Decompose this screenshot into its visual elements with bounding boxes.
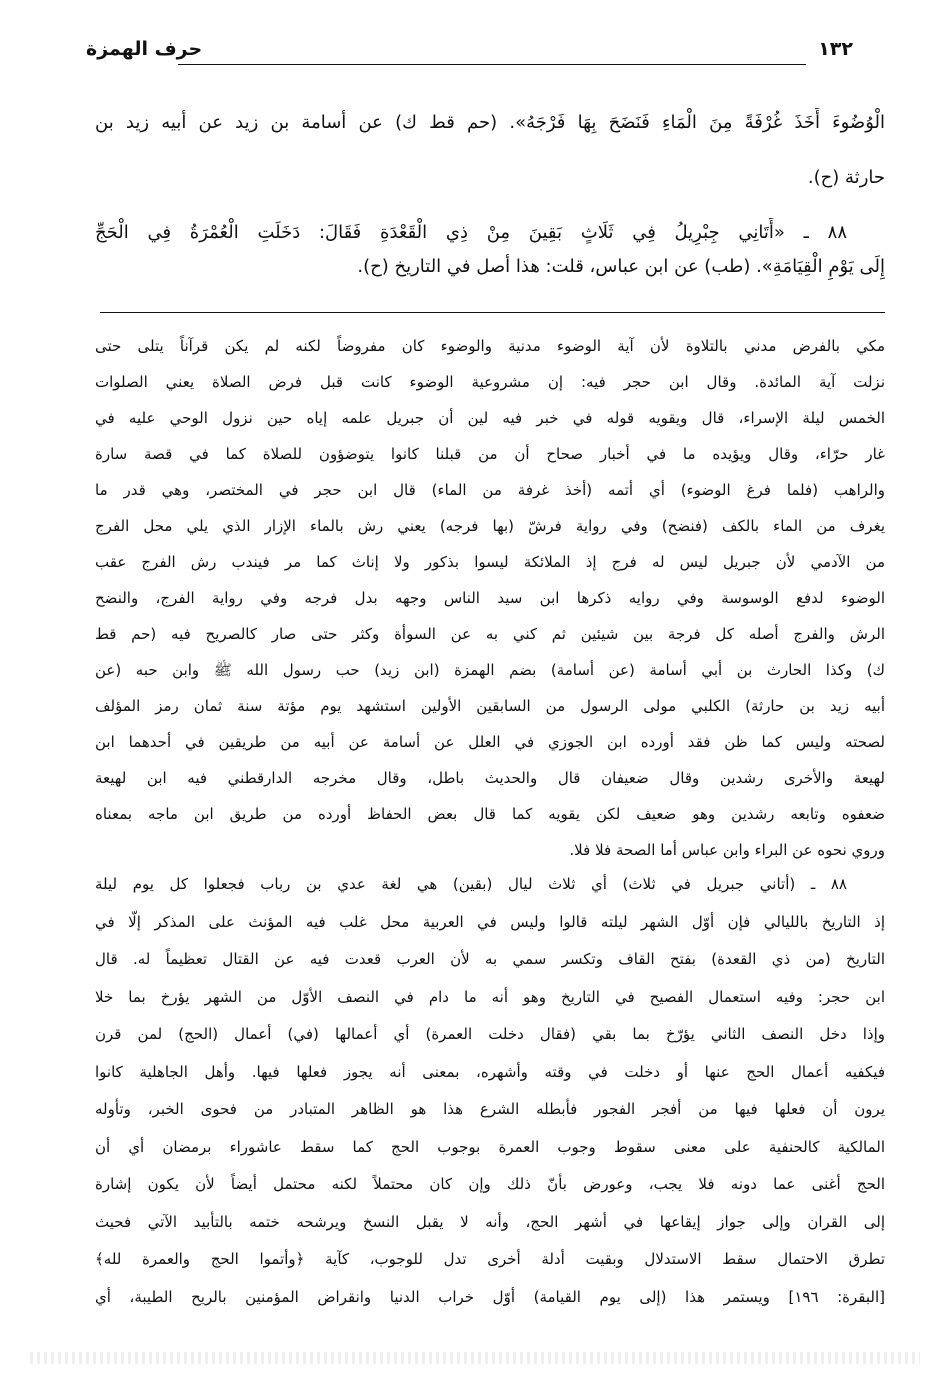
hadith-88-line: ٨٨ ـ «أَتَانِي جِبْرِيلُ فِي ثَلَاثٍ بَقِينَ مِنْ ذِي الْقَعْدَةِ فَقَالَ: دَخَلَتِ الْعُمْرَةُ فِي الْحَجِّ [95, 222, 847, 243]
footnote-line: إلى القران وإلى جواز إيقاعها في أشهر الحج، وأنه لا يقبل النسخ ويرشحه ختمه بالتأبيد الآتي فحيث [95, 1212, 885, 1231]
footnote-line: والراهب (فلما فرغ الوضوء) أي أتمه (أخذ غرفة من الماء) قال ابن حجر في المختصر، وهي قدر ما [95, 481, 885, 499]
footnote-line: وإذا دخل النصف الثاني يؤرّخ بما بقي (فقال دخلت العمرة) أي أعمالها (في) أعمال (الحج) لمن قرن [95, 1025, 885, 1043]
footnote-line: الحج أغنى عما دونه فلا يجب، وعورض بأنّ ذلك وإن كان محتملاً لكنه محتمل أيضاً لأن يكون إشارة [95, 1175, 885, 1193]
header-rule [178, 64, 806, 65]
footnote-line: لهيعة والأخرى رشدين وقال ضعيفان قال والحديث باطل، وقال مخرجه الدارقطني فيه ابن لهيعة [95, 769, 885, 787]
footnote-line: يرون أن فعلها فيها من أفجر الفجور فأبطله الشرع هذا هو الظاهر المتبادر من فحوى الخبر، وتأوله [95, 1100, 885, 1118]
footnote-line: لصحته وليس كما ظن فقد أورده ابن الجوزي في العلل عن أسامة عن أبيه من طريقين في أحدهما ابن [95, 733, 885, 751]
hadith-88-line: إِلَى يَوْمِ الْقِيَامَةِ». (طب) عن ابن عباس، قلت: هذا أصل في التاريخ (ح). [357, 256, 885, 277]
footnote-line: أبيه زيد بن حارثة) الكلبي مولى الرسول من السابقين الأولين استشهد يوم مؤتة سنة ثمان رمز المؤلف [95, 697, 885, 715]
footnote-line: [البقرة: ١٩٦] ويستمر هذا (إلى يوم القيامة) أوّل خراب الدنيا وانقراض المؤمنين بالريح الطيبة، أي [95, 1287, 885, 1306]
footnote-line: نزلت آية المائدة. وقال ابن حجر فيه: إن مشروعية الوضوء كانت قبل فرض الصلاة يعني الصلوات [95, 373, 885, 391]
footnote-line: تطرق الاحتمال سقط الاستدلال وبقيت أدلة أخرى تدل للوجوب، كآية ﴿وأتموا الحج والعمرة لله﴾ [95, 1250, 885, 1268]
footnote-line: ك) وكذا الحارث بن أبي أسامة (عن أسامة) بضم الهمزة (ابن زيد) حب رسول الله ﷺ وابن حبه (عن [95, 661, 885, 679]
footnote-line: من الآدمي لأن جبريل ليس له فرج إذ الملائكة ليسوا بذكور ولا إناث كما مر فيندب رش الفرج عقب [95, 553, 885, 571]
footnote-line: يغرف من الماء بالكف (فنضح) وفي رواية فرشّ (بها فرجه) يعني رش بالماء الإزار الذي يلي محل الفرج [95, 517, 885, 535]
footnote-line: المالكية كالحنفية على معنى سقوط وجوب العمرة بوجوب الحج كما سقط عاشوراء برمضان أي أن [95, 1137, 885, 1156]
main-text-line: الْوُضُوءَ أَخَذَ غُرْفَةً مِنَ الْمَاءِ فَنَضَحَ بِهَا فَرْجَهُ». (حم قط ك) عن أسامة بن زيد عن أبيه زيد بن [95, 112, 885, 133]
footnote-line: الرش والفرج أصله كل فرجة بين شيئين ثم كني به عن السوأة وكثر حتى صار كالصريح فيه (حم قط [95, 625, 885, 643]
page-number: ١٣٢ [818, 38, 853, 60]
footnote-line: مكي بالفرض مدني بالتلاوة لأن آية الوضوء مدنية والوضوء كان مفروضاً لكنه لم يكن قرآناً يتلى حتى [95, 337, 885, 355]
footnote-line: وروي نحوه عن البراء وابن عباس أما الصحة فلا فلا. [569, 841, 885, 859]
footnote-separator [100, 312, 885, 313]
footnote-line: التاريخ (من ذي القعدة) بفتح القاف وتكسر سمي به لأن العرب قعدت فيه عن القتال تعظيماً له. قال [95, 950, 885, 968]
scan-artifact [30, 1352, 920, 1364]
footnote-line: ضعفوه وتابعه رشدين وهو ضعيف لكن يقويه كما قال بعض الحفاظ أورده من طريق ابن ماجه بمعناه [95, 805, 885, 823]
footnote-line: الخمس ليلة الإسراء، قال ويقويه قوله في خبر فيه لين أن جبريل علمه إياه حين نزول الوحي عليه في [95, 409, 885, 427]
footnote-line: ٨٨ ـ (أتاني جبريل في ثلاث) أي ثلاث ليال (بقين) هي لغة عدي بن رباب فجعلوا كل يوم ليلة [95, 875, 847, 893]
running-title: حرف الهمزة [86, 38, 203, 60]
footnote-line: إذ التاريخ بالليالي فإن أوّل الشهر ليلته قالوا وليس في العربية محل غلب فيه المؤنث على المذكر إلّا في [95, 912, 885, 931]
footnote-line: ابن حجر: وفيه استعمال الفصيح في التاريخ وهو أنه ما دام في النصف الأوّل من الشهر يؤرخ بما خلا [95, 987, 885, 1006]
footnote-line: الوضوء لدفع الوسوسة وفي روايه ذكرها ابن سيد الناس وجهه بدل فرجه وفي رواية الفرج، والنضح [95, 589, 885, 607]
main-text-line: حارثة (ح). [807, 167, 885, 188]
footnote-line: فيكفيه أعمال الحج عنها أو دخلت في وقته وأشهره، بمعنى أنه يجوز فعلها فيها. وأهل الجاهلية كانوا [95, 1062, 885, 1081]
footnote-line: غار حرّاء، وقال ويؤيده ما في أخبار صحاح أن من قبلنا كانوا يتوضؤون للصلاة كما في قصة سارة [95, 445, 885, 463]
